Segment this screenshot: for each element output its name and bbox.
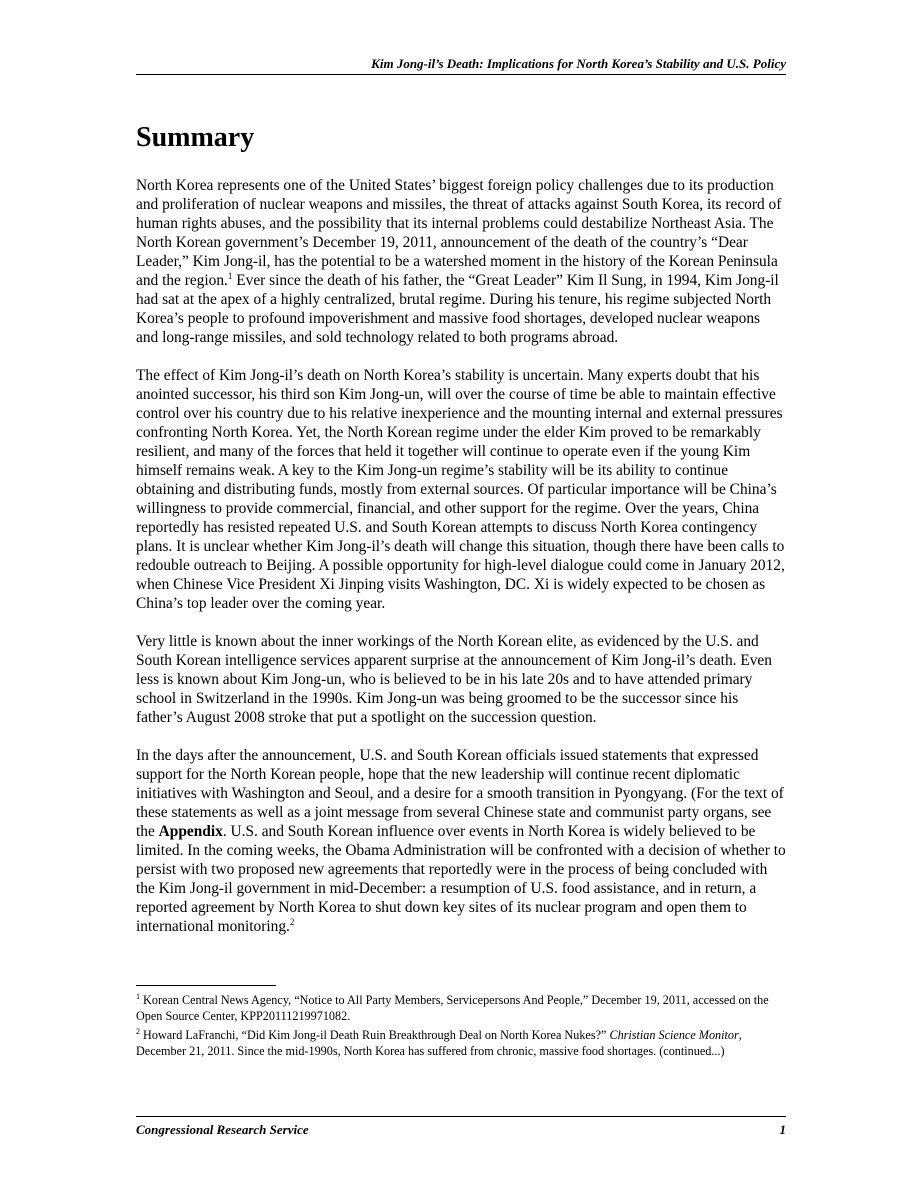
page-footer xyxy=(136,1116,786,1138)
footnote-ref-2[interactable]: 2 xyxy=(289,917,295,927)
footnote-ref-1[interactable]: 1 xyxy=(227,271,233,281)
footnote-2: $^2$ Howard LaFranchi, “Did Kim Jong-il Death Ruin Breakthrough Deal on North Korea Nukes?” Christian Science Monitor, December 21, 2011. Since the mid-1990s, North Korea has suffered from chronic, massive food shortages. (continued...) xyxy=(136,1027,742,1058)
footnote-1: $^1$ Korean Central News Agency, “Notice to All Party Members, Servicepersons And People,” December 19, 2011, accessed on the Open Source Center, KPP20111219971082. xyxy=(136,992,769,1023)
publisher-name: Congressional Research Service xyxy=(136,1122,309,1137)
appendix-link[interactable]: Appendix xyxy=(158,823,223,840)
section-title: Summary xyxy=(136,122,255,153)
page-number: 1 xyxy=(779,1122,786,1137)
footnote-divider xyxy=(136,985,276,986)
footnotes xyxy=(136,993,786,1063)
running-header: Kim Jong-il’s Death: Implications for North Korea’s Stability and U.S. Policy xyxy=(136,56,786,75)
paragraph-4: In the days after the announcement, U.S. and South Korean officials issued statements that expressed support for the North Korean people, hope that the new leadership will continue recent diplomatic initiatives with Washington and Seoul, and a desire for a smooth transition in Pyongyang. (For the text of these statements as well as a joint message from several Chinese state and communist party organs, see the Appendix. U.S. and South Korean influence over events in North Korea is widely believed to be limited. In the coming weeks, the Obama Administration will be confronted with a decision of whether to persist with two proposed new agreements that reportedly were in the process of being concluded with the Kim Jong-il government in mid-December: a resumption of U.S. food assistance, and in return, a reported agreement by North Korea to shut down key sites of its nuclear program and open them to international monitoring.$^2$ xyxy=(136,747,786,935)
paragraph-3: Very little is known about the inner workings of the North Korean elite, as evidenced by the U.S. and South Korean intelligence services apparent surprise at the announcement of Kim Jong-il’s death. Even less is known about Kim Jong-un, who is believed to be in his late 20s and to have attended primary school in Switzerland in the 1990s. Kim Jong-un was being groomed to be the successor since his father’s August 2008 stroke that put a spotlight on the succession question. xyxy=(136,633,772,726)
paragraph-1: North Korea represents one of the United States’ biggest foreign policy challenges due to its production and proliferation of nuclear weapons and missiles, the threat of attacks against South Korea, its record of human rights abuses, and the possibility that its internal problems could destabilize Northeast Asia. The North Korean government’s December 19, 2011, announcement of the death of the country’s “Dear Leader,” Kim Jong-il, has the potential to be a watershed moment in the history of the Korean Peninsula and the region.$^1$ Ever since the death of his father, the “Great Leader” Kim Il Sung, in 1994, Kim Jong-il had sat at the apex of a highly centralized, brutal regime. During his tenure, his regime subjected North Korea’s people to profound impoverishment and massive food shortages, developed nuclear weapons and long-range missiles, and sold technology related to both programs abroad. xyxy=(136,177,782,346)
summary-body xyxy=(136,176,786,955)
paragraph-2: The effect of Kim Jong-il’s death on North Korea’s stability is uncertain. Many experts doubt that his anointed successor, his third son Kim Jong-un, will over the course of time be able to maintain effective control over his country due to his relative inexperience and the mounting internal and external pressures confronting North Korea. Yet, the North Korean regime under the elder Kim proved to be remarkably resilient, and many of the forces that held it together will continue to operate even if the young Kim himself remains weak. A key to the Kim Jong-un regime’s stability will be its ability to continue obtaining and distributing funds, mostly from external sources. Of particular importance will be China’s willingness to provide commercial, financial, and other support for the regime. Over the years, China reportedly has resisted repeated U.S. and South Korean attempts to discuss North Korea contingency plans. It is unclear whether Kim Jong-il’s death will change this situation, though there have been calls to redouble outreach to Beijing. A possible opportunity for high-level dialogue could come in January 2012, when Chinese Vice President Xi Jinping visits Washington, DC. Xi is widely expected to be chosen as China’s top leader over the coming year. xyxy=(136,367,785,612)
